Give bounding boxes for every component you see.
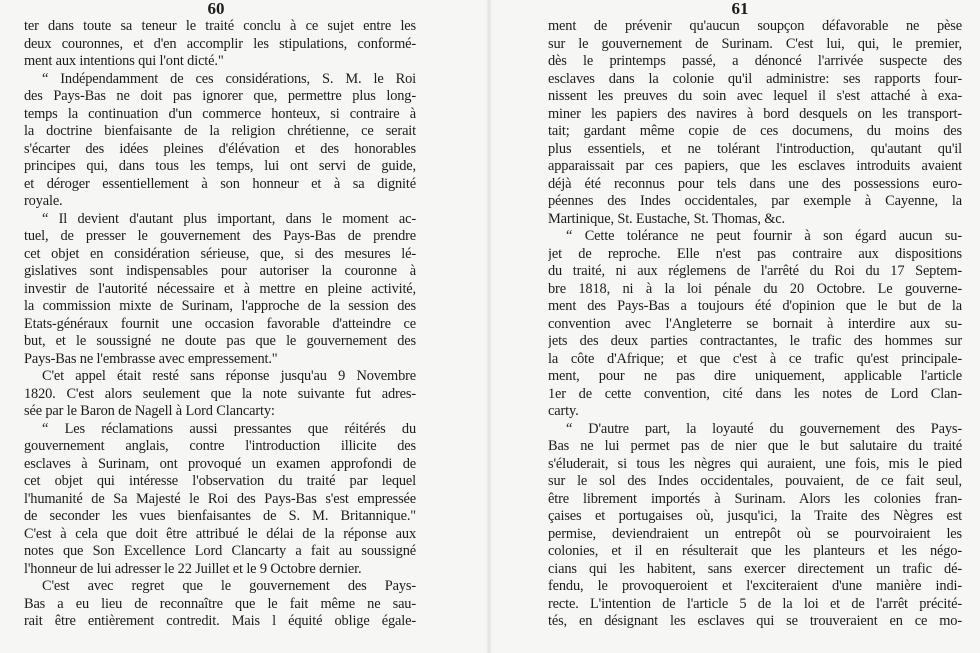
text-line: l'honneur de lui adresser le 22 Juillet et le 9 Octobre dernier. — [24, 560, 362, 577]
text-line: C'est à cela que doit être attribué le délai de la réponse aux — [24, 525, 416, 542]
text-line: s'écarter des idées pleines d'élévation et des honorables — [24, 140, 416, 157]
text-line: recte. L'intention de l'article 5 de la loi et de l'arrêt précité- — [548, 595, 962, 612]
text-line: s'éluderait, si tous les nègres qui auraient, une fois, mis le pied — [548, 455, 962, 472]
text-line: tait; gardant même copie de ces documens, du moins des — [548, 123, 962, 139]
text-line: fendu, le provoqueroient et l'exciteraient d'une manière indi- — [548, 578, 962, 594]
text-line: déjà été reconnus pour tels dans une des possessions euro- — [548, 175, 962, 192]
text-line: Martinique, St. Eustache, St. Thomas, &c. — [548, 210, 785, 227]
text-line: C'et appel était resté sans réponse jusqu'au 9 Novembre — [42, 368, 416, 384]
text-line: “ Les réclamations aussi pressantes que réitérés du — [42, 420, 416, 437]
text-line: Bas a eu lieu de reconnaître que le fait même ne sau- — [24, 595, 416, 612]
text-line: jets des deux parties contractantes, le trafic des hommes sur — [548, 333, 962, 349]
left-page — [0, 0, 488, 653]
text-line: sur le gouvernement de Surinam. C'est lui, qui, le premier, — [548, 35, 962, 52]
text-line: Etats-généraux fournit une occasion favorable d'atteindre ce — [24, 315, 416, 332]
text-line: esclaves à Surinam, ont provoqué un examen approfondi de — [24, 455, 416, 472]
text-line: 1er de cette convention, cité dans les notes de Lord Clan- — [548, 385, 962, 402]
text-line: carty. — [548, 403, 579, 419]
text-line: ment aux intentions qui l'ont dicté." — [24, 53, 224, 69]
text-line: esclaves dans la colonie qu'il administre: ses rapports four- — [548, 70, 962, 87]
text-line: “ Cette tolérance ne peut fournir à son égard aucun su- — [566, 228, 962, 244]
text-line: péennes des Indes occidentales, par exemple à Cayenne, la — [548, 193, 962, 209]
text-line: “ Il devient d'autant plus important, dans le moment ac- — [42, 210, 416, 227]
text-line: rait être entièrement contredit. Mais l équité oblige égale- — [24, 613, 416, 629]
text-line: ment, pour ne pas dire uniquement, applicable l'article — [548, 368, 962, 384]
text-line: dès le printemps passé, a dénoncé l'arrivée suspecte des — [548, 53, 962, 69]
text-line: “ Indépendamment de ces considérations, S. M. le Roi — [42, 70, 416, 87]
text-line: ment des Pays-Bas a toujours été d'opinion que le but de la — [548, 298, 962, 314]
text-line: principes qui, dans tous les temps, lui ont servi de guide, — [24, 158, 416, 174]
text-line: nissent les preuves du soin avec lequel il s'est attaché à exa- — [548, 88, 962, 104]
right-page-text — [548, 18, 962, 631]
text-line: gouvernement anglais, contre l'introduction illicite des — [24, 438, 416, 454]
text-line: Pays-Bas ne l'embrasse avec empressement." — [24, 350, 278, 367]
text-line: sur le sol des Indes occidentales, pouvaient, de ce fait seul, — [548, 473, 962, 489]
right-page-number: 61 — [731, 0, 749, 18]
text-line: deux couronnes, et d'en accomplir les stipulations, conformé- — [24, 35, 416, 52]
right-page — [490, 0, 980, 653]
text-line: des Pays-Bas ne doit pas ignorer que, permettre plus long- — [24, 88, 416, 104]
text-line: être librement importés à Surinam. Alors les colonies fran- — [548, 490, 962, 507]
text-line: de seconder les vues bienfaisantes de S. M. Britannique." — [24, 508, 416, 524]
text-line: jet de reproche. Elle n'est pas contraire aux dispositions — [548, 245, 962, 262]
text-line: permise, deviendraient un entrepôt où se pourvoiraient les — [548, 525, 962, 542]
text-line: convention avec l'Angleterre se bornait à interdire aux su- — [548, 315, 962, 332]
text-line: “ D'autre part, la loyauté du gouvernement des Pays- — [566, 420, 962, 437]
text-line: investir de l'autorité nécessaire et à mettre en pleine activité, — [24, 280, 416, 297]
text-line: la doctrine bienfaisante de la religion chrétienne, ce serait — [24, 123, 416, 139]
text-line: 1820. C'est alors seulement que la note suivante fut adres- — [24, 385, 416, 402]
text-line: miner les papiers des navires à bord desquels on les transport- — [548, 105, 962, 122]
text-line: ment de prévenir qu'aucun soupçon défavorable ne pèse — [548, 18, 962, 34]
text-line: Bas ne lui permet pas de nier que le but salutaire du traité — [548, 438, 962, 454]
text-line: cet objet qui intéresse l'observation du traité par lequel — [24, 473, 416, 489]
text-line: tuel, de presser le gouvernement des Pays-Bas de prendre — [24, 228, 416, 244]
text-line: notes que Son Excellence Lord Clancarty a fait au soussigné — [24, 543, 416, 559]
text-line: et déroger essentiellement à son honneur et à sa dignité — [24, 175, 416, 192]
text-line: apparaissait par ces papiers, que les esclaves introduits avaient — [548, 158, 962, 174]
text-line: la côte d'Afrique; et que c'est à ce trafic qu'est principale- — [548, 350, 962, 367]
text-line: ter dans toute sa teneur le traité conclu à ce sujet entre les — [24, 18, 416, 34]
text-line: çaises et portugaises où, jusqu'ici, la Traite des Nègres est — [548, 508, 962, 524]
text-line: C'est avec regret que le gouvernement des Pays- — [42, 578, 416, 594]
left-page-number: 60 — [207, 0, 225, 18]
text-line: sée par le Baron de Nagell à Lord Clancarty: — [24, 403, 275, 419]
text-line: bre 1818, ni à la loi pénale du 20 Octobre. Le gouverne- — [548, 280, 962, 297]
text-line: royale. — [24, 193, 63, 209]
text-line: l'humanité de Sa Majesté le Roi des Pays-Bas s'est empressée — [24, 490, 416, 507]
left-page-text — [24, 18, 416, 631]
text-line: cet objet en considération sérieuse, que, si des mesures lé- — [24, 245, 416, 262]
text-line: temps la continuation d'un commerce honteux, si contraire à — [24, 105, 416, 122]
text-line: tés, en désignant les esclaves qui se trouveraient en ce mo- — [548, 613, 962, 629]
text-line: du traité, ni aux réglemens de l'arrêté du Roi du 17 Septem- — [548, 263, 962, 279]
text-line: cians qui les habitent, sans exercer directement un trafic dé- — [548, 560, 962, 577]
text-line: la commission mixte de Surinam, l'approche de la session des — [24, 298, 416, 314]
text-line: gislatives sont indispensables pour autoriser la couronne à — [24, 263, 416, 279]
text-line: but, et le soussigné ne doute pas que le gouvernement des — [24, 333, 416, 349]
text-line: plus essentiels, et ne tolérant l'introduction, qu'autant qu'il — [548, 140, 962, 157]
text-line: colonies, et il en résulterait que les planteurs et les négo- — [548, 543, 962, 559]
